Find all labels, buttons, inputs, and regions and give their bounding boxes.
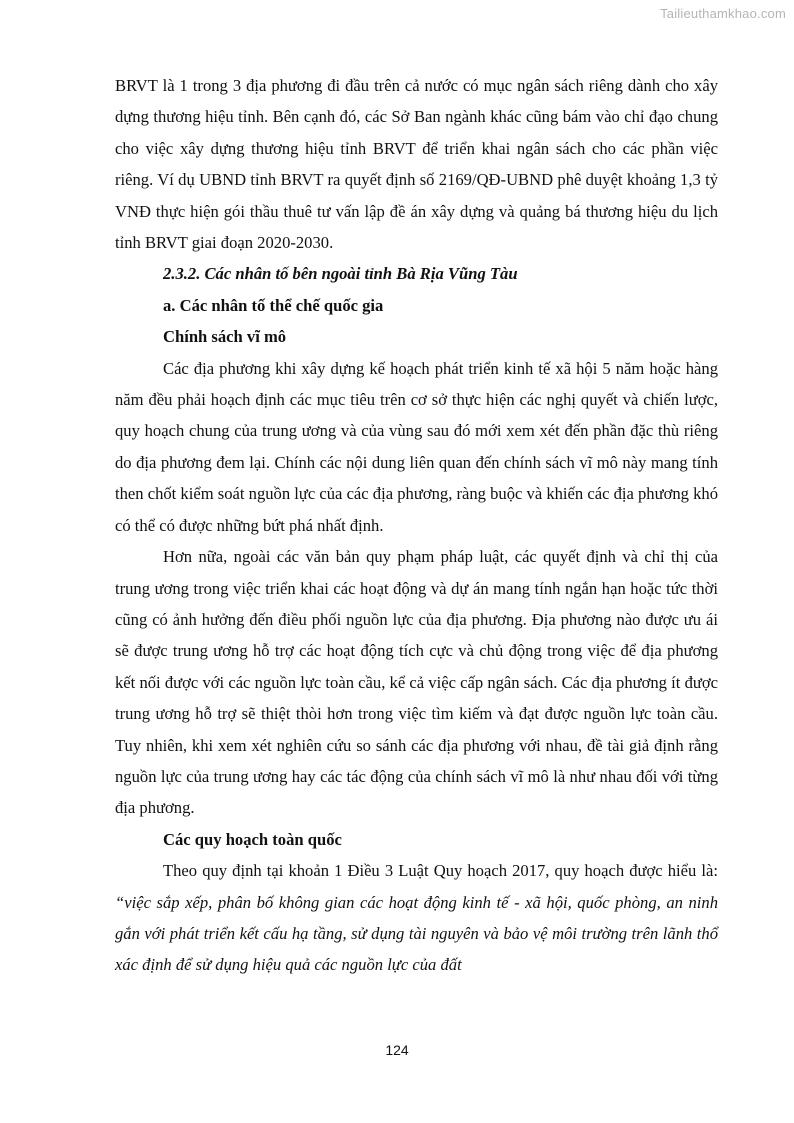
planning-law-intro: Theo quy định tại khoản 1 Điều 3 Luật Quy hoạch 2017, quy hoạch được hiểu là: [163,861,718,881]
paragraph-macro-policy: Các địa phương khi xây dựng kế hoạch phát triển kinh tế xã hội 5 năm hoặc hàng năm đều phải hoạch định các mục tiêu trên cơ sở thực hiện các nghị quyết và chiến lược, quy hoạch chung của trung ương và của vùng sau đó mới xem xét đến phần đặc thù riêng do địa phương đem lại. Chính các nội dung liên quan đến chính sách vĩ mô này mang tính then chốt kiểm soát nguồn lực của các địa phương, ràng buộc và khiến các địa phương khó có thể có được những bứt phá nhất định. [115,358,719,535]
watermark: Tailieuthamkhao.com [660,6,786,21]
paragraph-planning-law [115,855,718,981]
paragraph-budget: BRVT là 1 trong 3 địa phương đi đầu trên cả nước có mục ngân sách riêng dành cho xây dựng thương hiệu tỉnh. Bên cạnh đó, các Sở Ban ngành khác cũng bám vào chỉ đạo chung cho việc xây dựng thương hiệu tỉnh BRVT để triển khai ngân sách cho các phần việc riêng. Ví dụ UBND tỉnh BRVT ra quyết định số 2169/QĐ-UBND phê duyệt khoảng 1,3 tỷ VNĐ thực hiện gói thầu thuê tư vấn lập đề án xây dựng và quảng bá thương hiệu du lịch tỉnh BRVT giai đoạn 2020-2030. [115,76,718,253]
subsection-heading: a. Các nhân tố thể chế quốc gia [163,295,384,315]
national-planning-heading: Các quy hoạch toàn quốc [163,829,342,849]
section-heading: 2.3.2. Các nhân tố bên ngoài tỉnh Bà Rịa Vũng Tàu [163,264,518,284]
paragraph-central-support: Hơn nữa, ngoài các văn bản quy phạm pháp luật, các quyết định và chỉ thị của trung ương trong việc triển khai các hoạt động và dự án mang tính ngắn hạn hoặc tức thời cũng có ảnh hưởng đến điều phối nguồn lực của địa phương. Địa phương nào được ưu ái sẽ được trung ương hỗ trợ các hoạt động tích cực và chủ động trong việc để địa phương kết nối được với các nguồn lực toàn cầu, kể cả việc cấp ngân sách. Các địa phương ít được trung ương hỗ trợ sẽ thiệt thòi hơn trong việc tìm kiếm và đạt được nguồn lực toàn cầu. Tuy nhiên, khi xem xét nghiên cứu so sánh các địa phương với nhau, đề tài giả định rằng nguồn lực của trung ương hay các tác động của chính sách vĩ mô là như nhau đối với từng địa phương. [115,547,718,818]
page-content [115,70,718,981]
macro-policy-heading: Chính sách vĩ mô [163,327,287,347]
page-number: 124 [385,1042,409,1058]
planning-law-quote: “việc sắp xếp, phân bố không gian các hoạt động kinh tế - xã hội, quốc phòng, an ninh gắn với phát triển kết cấu hạ tầng, sử dụng tài nguyên và bảo vệ môi trường trên lãnh thổ xác định để sử dụng hiệu quả các nguồn lực của đất [115,892,718,975]
